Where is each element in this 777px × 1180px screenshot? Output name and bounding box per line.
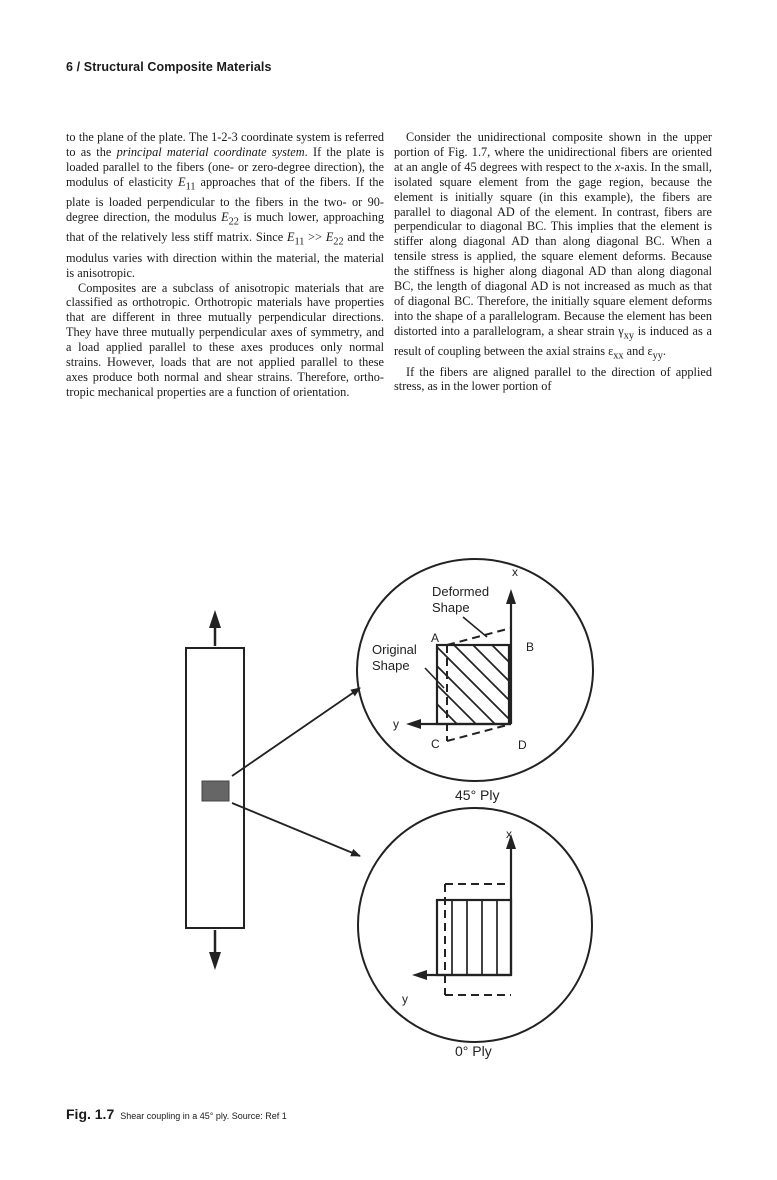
- left-paragraph-1: to the plane of the plate. The 1-2-3 coordinate system is referred to as the principal material coordinate system. If the plate is loaded parallel to the fibers (one- or zero-degree direction), the modulus of elasticity $E_{11}$ approaches that of the fibers. If the plate is loaded perpendicular to the fibers in the two- or 90-degree direction, the modulus $E_{22}$ is much lower, approaching that of the relatively less stiff matrix. Since $E_{11} >> E_{22}$ and the modulus varies with direction within the material, the material is anisotropic.: [66, 130, 385, 280]
- x-axis-label: x: [512, 565, 518, 579]
- gage-element: [202, 781, 229, 801]
- right-paragraph-2: If the fibers are aligned parallel to the direction of applied stress, as in the lower portion of: [394, 364, 712, 394]
- y-axis-label-0: y: [402, 992, 408, 1006]
- y-axis-label: y: [393, 717, 399, 731]
- corner-label-d: D: [518, 738, 527, 752]
- running-head: 6 / Structural Composite Materials: [66, 60, 272, 74]
- arrow-to-45-ply: [232, 688, 360, 776]
- figure-caption-text: Shear coupling in a 45° ply. Source: Ref 1: [120, 1111, 287, 1121]
- x-axis-label-0: x: [506, 827, 512, 841]
- deformed-label-line2: Shape: [432, 600, 470, 615]
- ply-45-circle: [357, 559, 593, 823]
- corner-label-b: B: [526, 640, 535, 654]
- original-label-line2: Shape: [372, 658, 410, 673]
- left-paragraph-2: Composites are a subclass of anisotropic materials that are classified as orthotropic. Orthotropic materials have properties that are different in three mutually perpendicular directions. They have three mutually perpendicular axes of symmetry, and a load applied parallel to these axes produces only normal strains. However, loads that are not applied parallel to these axes produce both normal and shear strains. Therefore, orthotropic mechanical properties are a function of orientation.: [66, 280, 384, 399]
- right-paragraph-1: Consider the unidirectional composite shown in the upper portion of Fig. 1.7, where the unidirectional fibers are oriented at an angle of 45 degrees with respect to the x-axis. In the small, isolated square element from the gage region, because the element is initially square (in this example), the fibers are parallel to diagonal AD of the element. In contrast, fibers are perpendicular to diagonal BC. This implies that the element is stiffer along diagonal AD than along diagonal BC. When a tensile stress is applied, the square element deforms. Because the stiffness is higher along diagonal AD than along diagonal BC, the length of diagonal AD is not increased as much as that of diagonal BC. Therefore, the initially square element deforms into the shape of a parallelogram. Because the element has been distorted into a parallelogram, a shear strain $\gamma_{xy}$ is induced as a result of coupling between the axial strains $\varepsilon_{xx}$ and $\varepsilon_{yy}$.: [394, 130, 713, 362]
- arrow-to-0-ply: [232, 803, 360, 856]
- figure-number: Fig. 1.7: [66, 1106, 115, 1122]
- figure-caption: [66, 1106, 287, 1122]
- corner-label-a: A: [431, 631, 440, 645]
- ply-45-label: 45° Ply: [455, 787, 500, 803]
- original-label-line1: Original: [372, 642, 417, 657]
- corner-label-c: C: [431, 737, 440, 751]
- deformed-label-line1: Deformed: [432, 584, 490, 599]
- ply-0-label: 0° Ply: [455, 1043, 492, 1059]
- specimen-bar: [186, 648, 244, 928]
- ply-0-circle: [358, 808, 592, 1042]
- deformed-label-leader: [463, 617, 487, 637]
